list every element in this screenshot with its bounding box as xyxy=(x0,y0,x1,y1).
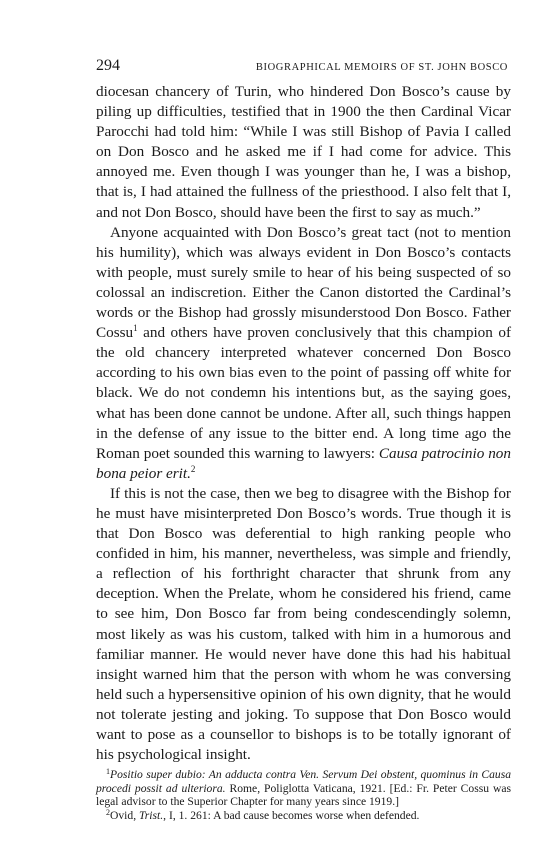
latin-quote: Causa patrocinio non bona peior erit. xyxy=(96,444,511,482)
page-number: 294 xyxy=(96,57,120,74)
footnote-2 xyxy=(96,809,511,823)
footnote-ref-2[interactable]: 2 xyxy=(190,463,196,474)
paragraph-2-text-a: Anyone acquainted with Don Bosco’s great tact (not to mention his humility), which was always evident in Don Bosco’s contacts with people, must surely smile to hear of his being suspected of so colossal an indiscretion. Either the Canon distorted the Cardinal’s words or the Bishop had grossly misunderstood Don Bosco. Father Cossu xyxy=(96,223,511,342)
running-head: BIOGRAPHICAL MEMOIRS OF ST. JOHN BOSCO xyxy=(255,62,508,73)
paragraph-2 xyxy=(96,223,511,484)
footnote-1-title: Positio super dubio: An adducta contra Ven. Servum Dei obstent, quominus in Causa procedi possit ad ulteriora. xyxy=(96,768,511,795)
footnote-2-pre: Ovid, xyxy=(110,808,139,822)
page-header xyxy=(96,57,511,81)
footnote-2-work: Trist. xyxy=(138,808,164,822)
footnote-marker: 2 xyxy=(106,807,110,817)
footnote-1 xyxy=(96,768,511,809)
body-text xyxy=(96,82,511,765)
paragraph-1: diocesan chancery of Turin, who hindered Don Bosco’s cause by piling up difficulties, testified that in 1900 the then Cardinal Vicar Parocchi had told him: “While I was still Bishop of Pavia I called on Don Bosco and he asked me if I had come for advice. This annoyed me. Even though I was younger than he, I was a bishop, that is, I had attained the fullness of the priesthood. I also felt that I, and not Don Bosco, should have been the first to say as much.” xyxy=(96,83,511,221)
footnotes xyxy=(96,768,511,822)
paragraph-3: If this is not the case, then we beg to disagree with the Bishop for he must have misinterpreted Don Bosco’s words. True though it is that Don Bosco was deferential to high ranking people who confided in him, his manner, nevertheless, was simple and friendly, a reflection of his forthright character that shrunk from any deception. When the Prelate, whom he considered his friend, came to see him, Don Bosco far from being condescendingly solemn, most likely as was his custom, talked with him in a humorous and familiar manner. He would never have done this had his habitual insight warned him that the person with whom he was conversing held such a hypersensitive opinion of his own dignity, that he would not tolerate jesting and joking. To suppose that Don Bosco would want to pose as a counsellor to bishops is to be totally ignorant of his psychological insight. xyxy=(96,484,511,764)
paragraph-2-text-b: and others have proven conclusively that this champion of the old chancery interpreted whatever concerned Don Bosco according to his own bias even to the point of passing off white for black. We do not condemn his intentions but, as the saying goes, what has been done cannot be undone. After all, such things happen in the defense of any issue to the bitter end. A long time ago the Roman poet sounded this warning to lawyers: xyxy=(96,324,511,462)
footnote-2-text: , I, 1. 261: A bad cause becomes worse when defended. xyxy=(163,808,420,822)
footnote-marker: 1 xyxy=(106,767,110,777)
footnote-ref-1[interactable]: 1 xyxy=(133,323,138,334)
footnote-1-text: Rome, Poliglotta Vaticana, 1921. [Ed.: Fr. Peter Cossu was legal advisor to the Superior Chapter for many years since 1919.] xyxy=(96,781,511,809)
book-page xyxy=(96,57,511,823)
